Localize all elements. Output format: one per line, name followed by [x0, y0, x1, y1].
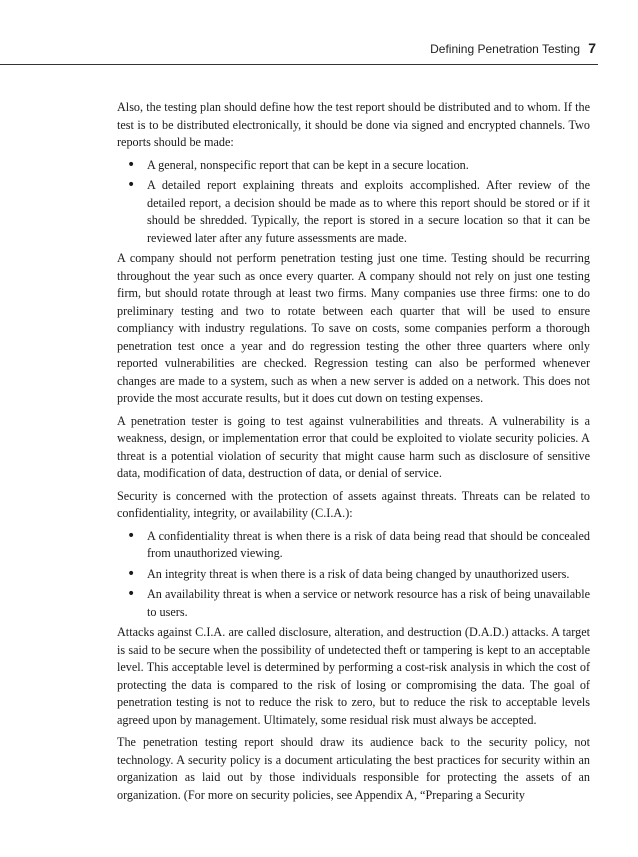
- bullet-icon: •: [127, 586, 136, 602]
- body-text: [117, 99, 590, 809]
- bullet-icon: •: [127, 527, 136, 544]
- list-item: [117, 586, 590, 621]
- bullet-list-reports: [117, 157, 590, 248]
- paragraph-recurring-testing: A company should not perform penetration testing just one time. Testing should be recurring throughout the year such as once every quarter. A company should not rely on just one testing firm, but should rotate through at least two firms. Many companies use three firms: one to do preliminary testing and two to rotate between each quarter that will be used to ensure compliancy with industry regulations. To save on costs, some companies perform a thorough penetration test once a year and do regression testing the other three quarters where only reported vulnerabilities are checked. Regression testing can also be performed whenever changes are made to a system, such as when a new server is added on a network. This does not provide the most accurate results, but it does cut down on testing expenses.: [117, 251, 590, 405]
- running-header: [0, 36, 638, 66]
- list-item-text: An integrity threat is when there is a risk of data being changed by unauthorized users.: [147, 566, 570, 581]
- bullet-icon: •: [127, 565, 136, 582]
- bullet-icon: •: [127, 156, 136, 173]
- chapter-title: Defining Penetration Testing: [430, 42, 580, 56]
- list-item: [117, 566, 590, 584]
- page-number: 7: [588, 40, 596, 56]
- list-item-text: An availability threat is when a service or network resource has a risk of being unavailable to users.: [147, 587, 590, 619]
- paragraph-dad-attacks: Attacks against C.I.A. are called disclosure, alteration, and destruction (D.A.D.) attacks. A target is said to be secure when the possibility of undetected theft or tampering is kept to an acceptable level. This acceptable level is determined by performing a cost-risk analysis in which the cost of protecting the data is compared to the risk of losing or compromising the data. The goal of penetration testing is not to reduce the risk to zero, but to reduce the risk to acceptable levels agreed upon by management. Ultimately, some residual risk must always be accepted.: [117, 625, 590, 727]
- paragraph-report-distribution: Also, the testing plan should define how the test report should be distributed and to whom. If the test is to be distributed electronically, it should be done via signed and encrypted channels. Two reports should be made:: [117, 100, 590, 149]
- list-item-text: A detailed report explaining threats and exploits accomplished. After review of the detailed report, a decision should be made as to where this report should be stored or if it should be shredded. Typically, the report is stored in a secure location so that it can be reviewed later after any future assessments are made.: [147, 178, 590, 245]
- header-rule: [0, 64, 598, 65]
- paragraph-vulnerabilities-threats: A penetration tester is going to test against vulnerabilities and threats. A vulnerability is a weakness, design, or implementation error that could be exploited to violate security policies. A threat is a potential violation of security that might cause harm such as disclosure of sensitive data, modification of data, destruction of data, or denial of service.: [117, 413, 590, 480]
- paragraph-security-policy: The penetration testing report should draw its audience back to the security policy, not technology. A security policy is a document articulating the best practices for security within an organization as laid out by those individuals responsible for protecting the assets of an organization. (For more on security policies, see Appendix A, “Preparing a Security: [117, 735, 590, 802]
- list-item: [117, 157, 590, 175]
- paragraph-cia-intro: Security is concerned with the protection of assets against threats. Threats can be related to confidentiality, integrity, or availability (C.I.A.):: [117, 488, 590, 520]
- list-item-text: A confidentiality threat is when there is a risk of data being read that should be concealed from unauthorized viewing.: [147, 528, 590, 560]
- bullet-icon: •: [127, 177, 136, 193]
- list-item: [117, 528, 590, 563]
- bullet-list-cia: [117, 528, 590, 622]
- list-item: [117, 177, 590, 247]
- list-item-text: A general, nonspecific report that can be kept in a secure location.: [147, 157, 469, 172]
